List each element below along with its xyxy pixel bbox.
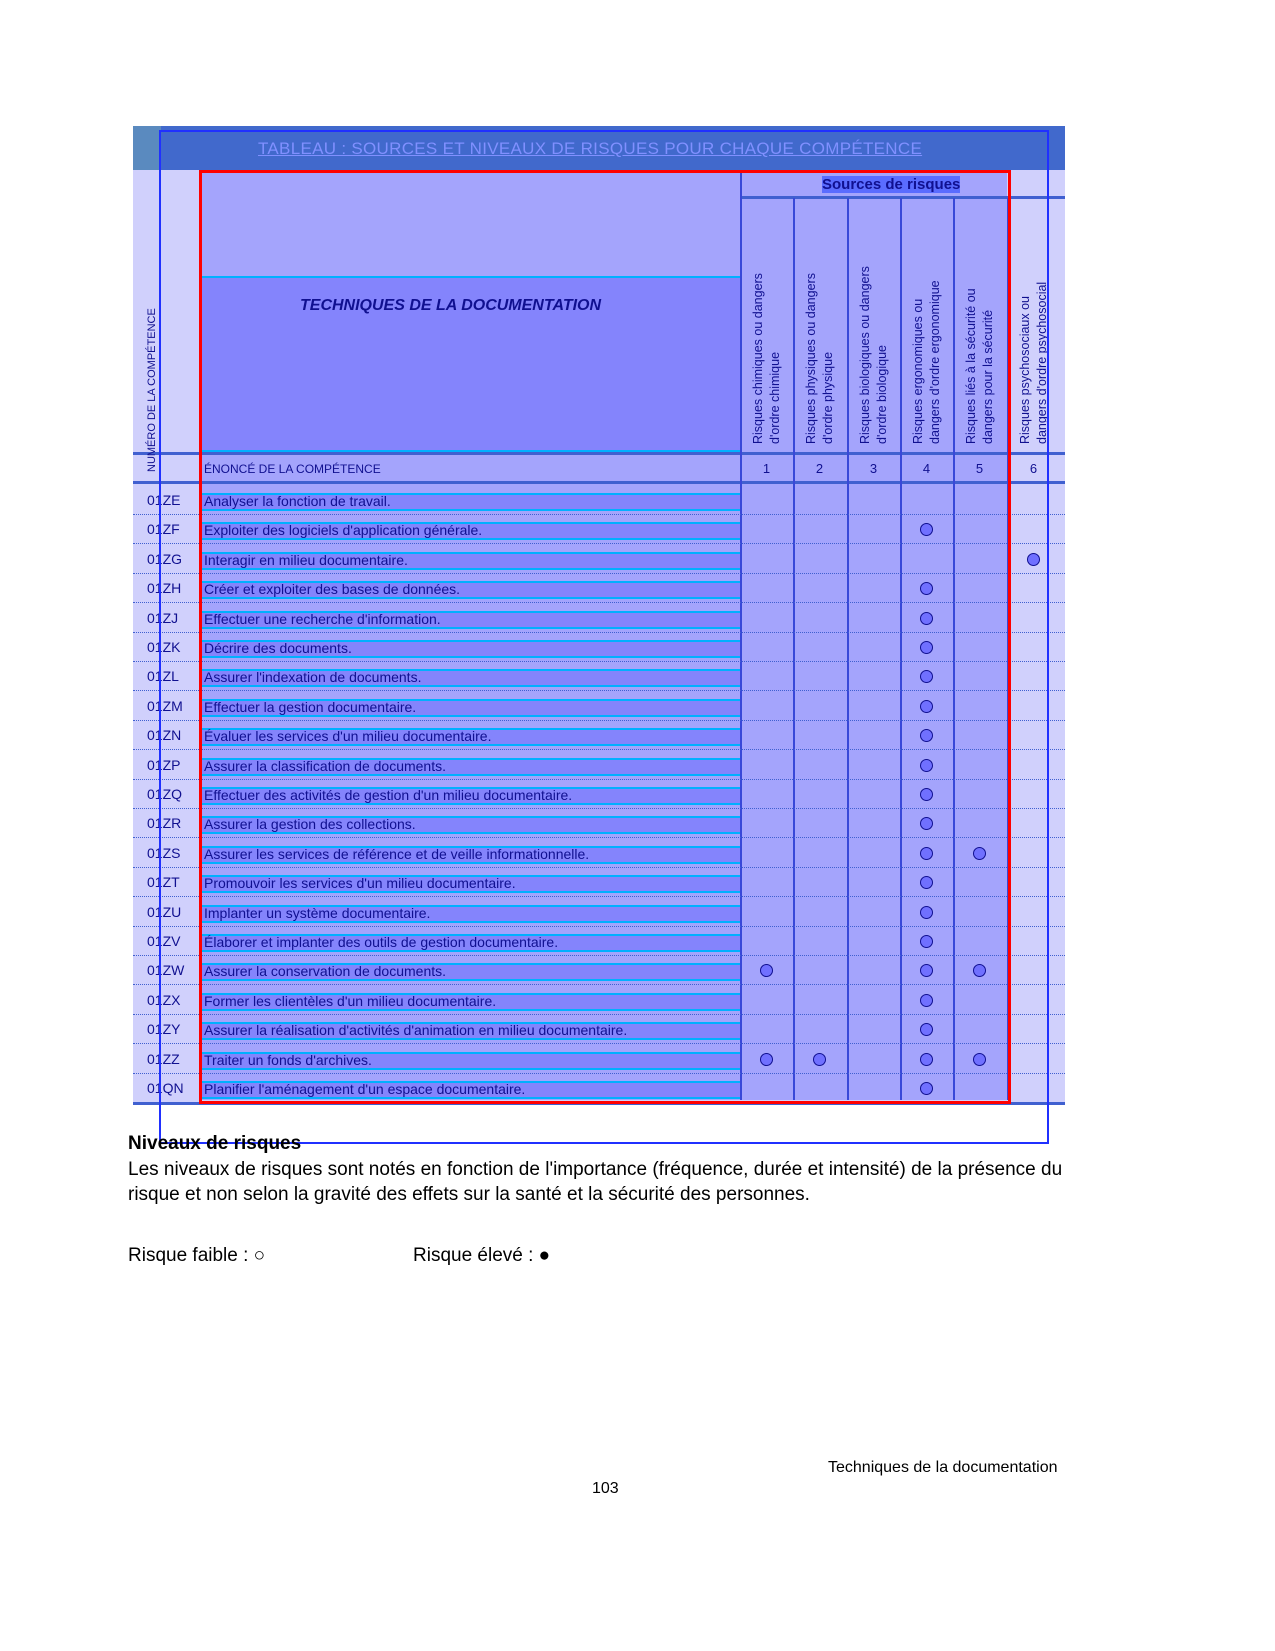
statement-header: ÉNONCÉ DE LA COMPÉTENCE [204, 462, 381, 476]
competence-statement: Assurer les services de référence et de veille informationnelle. [204, 845, 590, 862]
competence-statement: Assurer la réalisation d'activités d'animation en milieu documentaire. [204, 1022, 628, 1039]
competence-statement: Traiter un fonds d'archives. [204, 1051, 372, 1068]
competence-statement: Analyser la fonction de travail. [204, 493, 391, 509]
competence-code: 01ZS [147, 844, 181, 861]
competence-statement: Évaluer les services d'un milieu documentaire. [204, 728, 492, 745]
competence-code: 01ZT [147, 874, 180, 891]
competence-statement: Exploiter des logiciels d'application générale. [204, 522, 483, 539]
competence-statement: Décrire des documents. [204, 640, 352, 656]
risk-column-number: 1 [762, 461, 771, 476]
competence-code: 01ZR [147, 815, 182, 832]
competence-statement: Créer et exploiter des bases de données. [204, 581, 461, 598]
competence-code: 01ZN [147, 727, 182, 744]
competence-code: 01ZV [147, 933, 181, 949]
risk-column-number: 5 [975, 461, 984, 476]
competence-code: 01ZW [147, 962, 185, 979]
competence-statement: Élaborer et implanter des outils de gestion documentaire. [204, 934, 559, 950]
risk-column-header: Risques liés à la sécurité ou dangers pour la sécurité [964, 288, 995, 444]
risk-levels-text: Les niveaux de risques sont notés en fonction de l'importance (fréquence, durée et intensité) de la présence du risque et non selon la gravité des effets sur la santé et la sécurité des personnes. [128, 1159, 1063, 1205]
risk-column-header: Risques ergonomiques ou dangers d'ordre ergonomique [911, 280, 942, 444]
competence-code: 01QN [147, 1080, 184, 1096]
risk-column-number: 3 [869, 461, 878, 476]
competence-code: 01ZU [147, 903, 182, 920]
competence-code: 01ZK [147, 639, 181, 655]
competence-code: 01ZP [147, 756, 181, 773]
competence-code: 01ZL [147, 668, 179, 685]
competence-statement: Assurer l'indexation de documents. [204, 669, 422, 686]
risk-column-number: 2 [815, 461, 824, 476]
risk-column-number: 4 [922, 461, 931, 476]
table-frame [159, 130, 1049, 1144]
risk-levels-heading: Niveaux de risques [128, 1133, 302, 1154]
competence-statement: Interagir en milieu documentaire. [204, 551, 408, 568]
competence-code: 01ZX [147, 991, 181, 1008]
legend-high-risk: Risque élevé : ● [413, 1245, 551, 1266]
competence-code: 01ZF [147, 521, 180, 538]
competence-statement: Effectuer la gestion documentaire. [204, 698, 417, 715]
competence-code: 01ZQ [147, 786, 183, 802]
legend-low-risk: Risque faible : ○ [128, 1245, 266, 1266]
competence-code: 01ZY [147, 1021, 181, 1038]
competence-code: 01ZH [147, 580, 182, 597]
page-number: 103 [592, 1480, 619, 1497]
competence-statement: Effectuer des activités de gestion d'un milieu documentaire. [204, 787, 573, 803]
competence-statement: Assurer la classification de documents. [204, 757, 446, 774]
competence-statement: Former les clientèles d'un milieu documentaire. [204, 992, 497, 1009]
competence-statement: Promouvoir les services d'un milieu documentaire. [204, 875, 516, 892]
competence-statement: Assurer la gestion des collections. [204, 816, 416, 833]
sources-header: Sources de risques [822, 176, 961, 193]
competence-code: 01ZE [147, 492, 181, 508]
table-title: TABLEAU : SOURCES ET NIVEAUX DE RISQUES POUR CHAQUE COMPÉTENCE [258, 139, 923, 158]
competence-code: 01ZJ [147, 609, 179, 626]
risk-column-header: Risques chimiques ou dangers d'ordre chimique [751, 273, 782, 444]
competence-statement: Effectuer une recherche d'information. [204, 610, 441, 627]
risk-column-header: Risques psychosociaux ou dangers d'ordre psychosocial [1018, 281, 1049, 444]
competence-statement: Implanter un système documentaire. [204, 904, 431, 921]
risk-column-header: Risques biologiques ou dangers d'ordre biologique [858, 266, 889, 444]
competence-statement: Assurer la conservation de documents. [204, 963, 447, 980]
risk-column-header: Risques physiques ou dangers d'ordre physique [804, 273, 835, 444]
competence-code: 01ZZ [147, 1050, 180, 1067]
competence-code: 01ZM [147, 697, 183, 714]
program-title: TECHNIQUES DE LA DOCUMENTATION [300, 297, 602, 314]
competence-code: 01ZG [147, 550, 183, 567]
number-header: NUMÉRO DE LA COMPÉTENCE [146, 308, 158, 472]
footer-program: Techniques de la documentation [828, 1459, 1058, 1476]
competence-statement: Planifier l'aménagement d'un espace documentaire. [204, 1081, 526, 1097]
risk-column-number: 6 [1029, 461, 1038, 476]
